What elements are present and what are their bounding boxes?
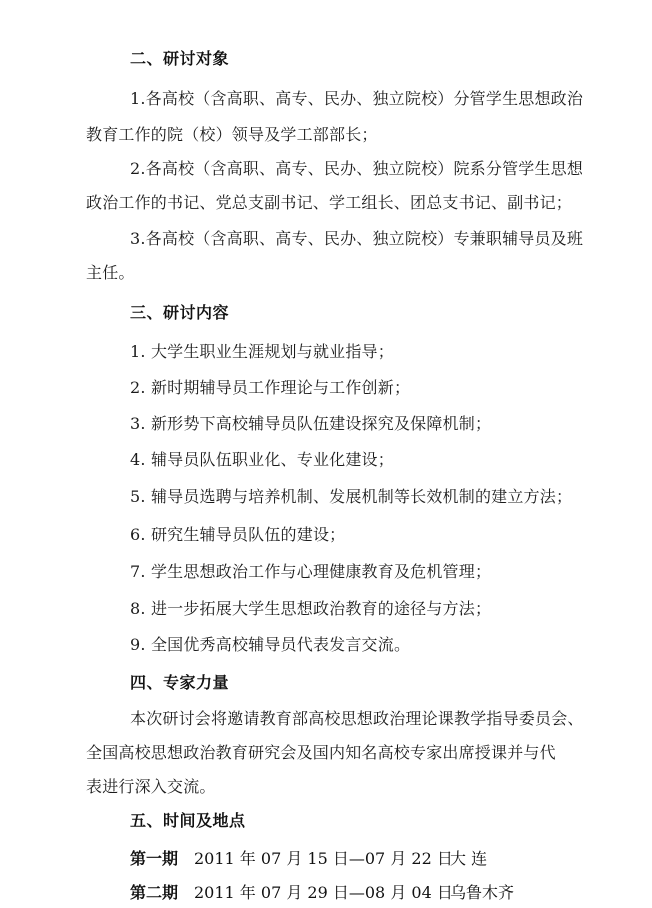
content-item-1: 1. 大学生职业生涯规划与就业指导；	[130, 342, 394, 361]
section-heading-research-targets: 二、研讨对象	[130, 49, 230, 68]
content-item-4: 4. 辅导员队伍职业化、专业化建设；	[130, 450, 394, 469]
expert-paragraph-line-2: 全国高校思想政治教育研究会及国内知名高校专家出席授课并与代	[86, 743, 556, 762]
content-item-2: 2. 新时期辅导员工作理论与工作创新；	[130, 378, 411, 397]
content-item-3: 3. 新形势下高校辅导员队伍建设探究及保障机制；	[130, 414, 492, 433]
target-line-2: 教育工作的院（校）领导及学工部部长；	[86, 125, 378, 144]
target-line-6: 主任。	[86, 263, 135, 282]
section-heading-expert-strength: 四、专家力量	[130, 673, 230, 692]
content-item-9: 9. 全国优秀高校辅导员代表发言交流。	[130, 635, 411, 654]
content-item-6: 6. 研究生辅导员队伍的建设；	[130, 525, 346, 544]
schedule-place-2: 乌鲁木齐	[450, 883, 515, 902]
expert-paragraph-line-3: 表进行深入交流。	[86, 777, 216, 796]
target-line-1: 1.各高校（含高职、高专、民办、独立院校）分管学生思想政治	[130, 89, 584, 108]
expert-paragraph-line-1: 本次研讨会将邀请教育部高校思想政治理论课教学指导委员会、	[130, 709, 584, 728]
schedule-period-2: 第二期	[130, 883, 179, 902]
section-heading-research-content: 三、研讨内容	[130, 303, 230, 322]
target-line-3: 2.各高校（含高职、高专、民办、独立院校）院系分管学生思想	[130, 159, 584, 178]
schedule-date-1: 2011 年 07 月 15 日—07 月 22 日	[194, 849, 453, 868]
schedule-place-1: 大 连	[450, 849, 488, 868]
schedule-period-1: 第一期	[130, 849, 179, 868]
content-item-8: 8. 进一步拓展大学生思想政治教育的途径与方法；	[130, 599, 492, 618]
content-item-5: 5. 辅导员选聘与培养机制、发展机制等长效机制的建立方法；	[130, 487, 573, 506]
content-item-7: 7. 学生思想政治工作与心理健康教育及危机管理；	[130, 562, 492, 581]
section-heading-time-and-place: 五、时间及地点	[130, 811, 246, 830]
schedule-date-2: 2011 年 07 月 29 日—08 月 04 日	[194, 883, 453, 902]
target-line-5: 3.各高校（含高职、高专、民办、独立院校）专兼职辅导员及班	[130, 229, 584, 248]
target-line-4: 政治工作的书记、党总支副书记、学工组长、团总支书记、副书记；	[86, 193, 573, 212]
